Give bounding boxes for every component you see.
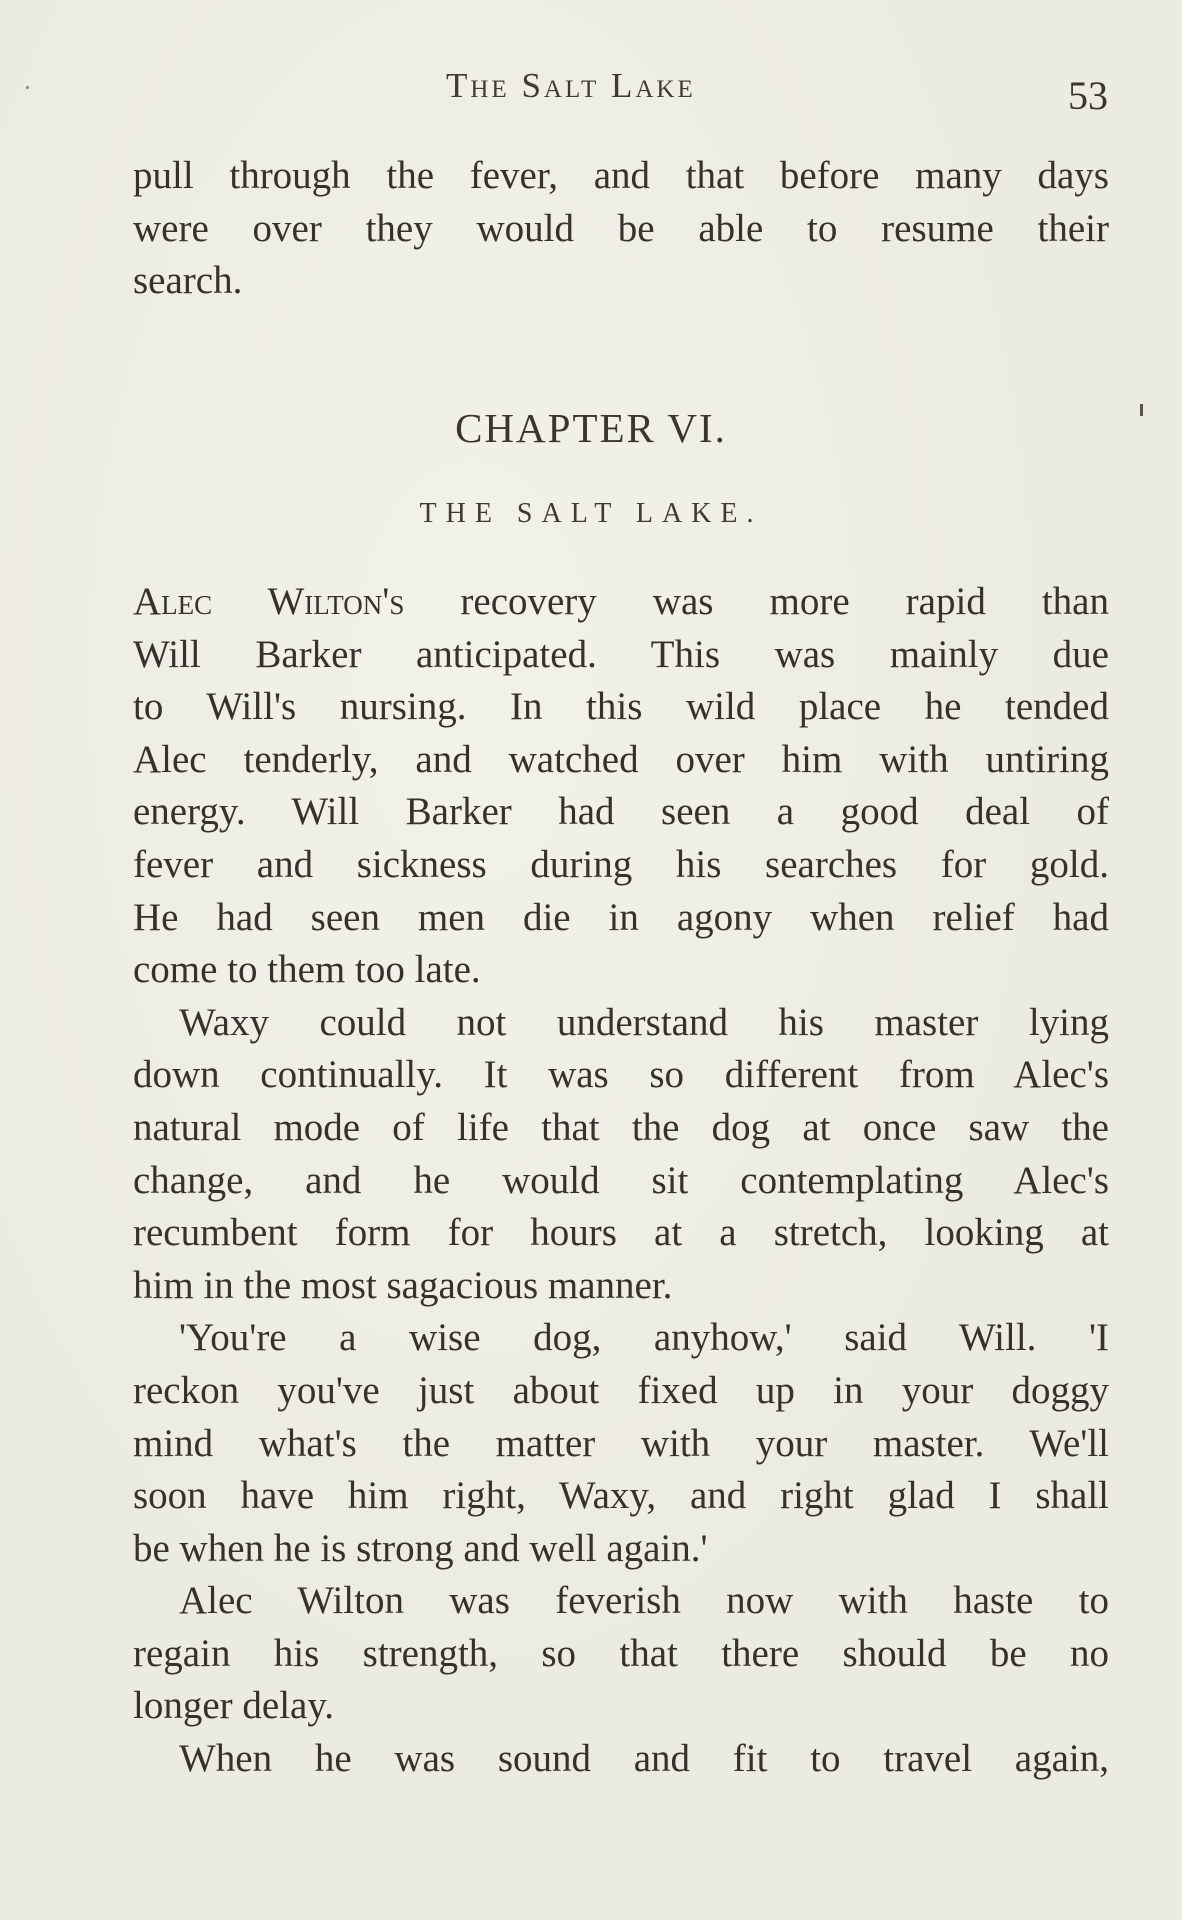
text-line: Alec Wilton was feverish now with haste to xyxy=(179,1579,1109,1623)
text-line: him in the most sagacious manner. xyxy=(133,1263,673,1307)
text-line: recumbent form for hours at a stretch, looking at xyxy=(133,1211,1109,1255)
text-line: When he was sound and fit to travel again, xyxy=(179,1737,1109,1781)
text-line: to Will's nursing. In this wild place he tended xyxy=(133,685,1109,729)
text-line: regain his strength, so that there should be no xyxy=(133,1631,1109,1675)
opening-small-caps: Alec Wilton's xyxy=(133,580,405,623)
text-line: reckon you've just about fixed up in your doggy xyxy=(133,1368,1109,1412)
page-number: 53 xyxy=(1068,73,1108,118)
chapter-subtitle: THE SALT LAKE. xyxy=(419,498,763,529)
text-line: longer delay. xyxy=(133,1684,335,1728)
text-line: search. xyxy=(133,259,243,303)
text-line: natural mode of life that the dog at once saw the xyxy=(133,1105,1109,1149)
text-line: change, and he would sit contemplating Alec's xyxy=(133,1158,1109,1202)
running-head xyxy=(0,66,1182,126)
text-line: energy. Will Barker had seen a good deal of xyxy=(133,790,1109,834)
chapter-heading: CHAPTER VI. xyxy=(455,405,727,451)
text-line: He had seen men die in agony when relief had xyxy=(133,895,1109,939)
text-line: pull through the fever, and that before many days xyxy=(133,154,1109,197)
text-line: 'You're a wise dog, anyhow,' said Will. 'I xyxy=(179,1316,1109,1360)
text-line: come to them too late. xyxy=(133,948,481,992)
text-line: fever and sickness during his searches for gold. xyxy=(133,842,1109,886)
opening-rest: recovery was more rapid than xyxy=(404,580,1109,623)
text-line: Will Barker anticipated. This was mainly due xyxy=(133,632,1109,676)
chapter-body xyxy=(133,576,1109,1786)
running-title: The Salt Lake xyxy=(446,66,696,105)
text-line: mind what's the matter with your master. We'll xyxy=(133,1421,1109,1465)
text-line-opening xyxy=(133,576,1109,629)
text-line: be when he is strong and well again.' xyxy=(133,1526,708,1570)
text-line: soon have him right, Waxy, and right glad I shall xyxy=(133,1474,1109,1518)
continuation-paragraph xyxy=(133,150,1109,308)
text-line: Alec tenderly, and watched over him with untiring xyxy=(133,737,1109,781)
text-line: down continually. It was so different from Alec's xyxy=(133,1053,1109,1097)
text-line: Waxy could not understand his master lying xyxy=(179,1000,1109,1044)
text-line: were over they would be able to resume their xyxy=(133,206,1109,250)
